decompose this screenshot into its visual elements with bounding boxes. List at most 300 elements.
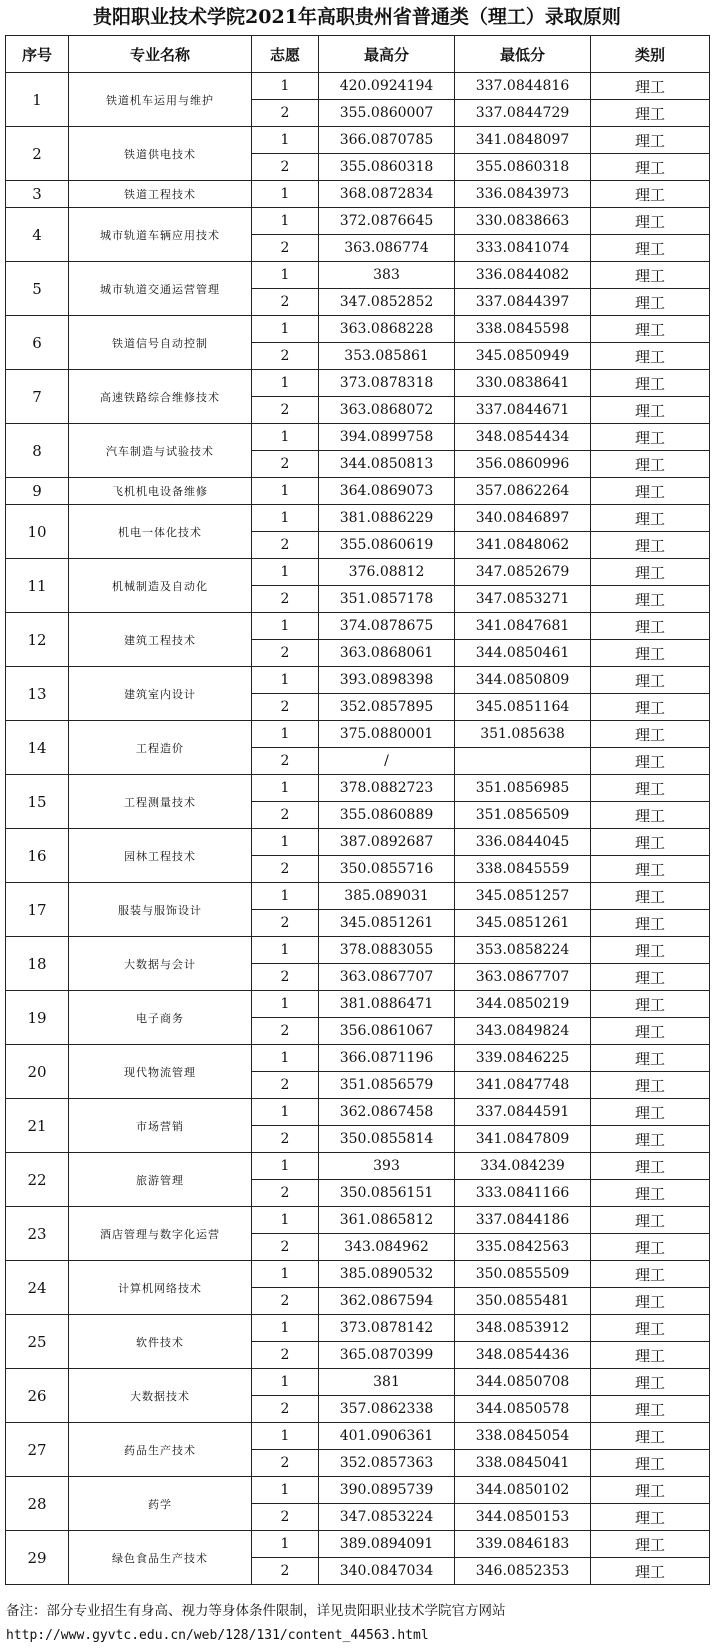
row-category: 理工 xyxy=(591,1558,710,1585)
header-category: 类别 xyxy=(591,36,710,73)
row-max-score: 355.0860619 xyxy=(319,532,455,559)
row-major: 机电一体化技术 xyxy=(69,505,252,559)
row-volunteer: 2 xyxy=(252,1288,319,1315)
row-seq: 15 xyxy=(6,775,69,829)
row-seq: 11 xyxy=(6,559,69,613)
row-major: 工程测量技术 xyxy=(69,775,252,829)
row-seq: 6 xyxy=(6,316,69,370)
row-min-score: 345.0851164 xyxy=(455,694,591,721)
row-volunteer: 2 xyxy=(252,856,319,883)
row-category: 理工 xyxy=(591,73,710,100)
row-category: 理工 xyxy=(591,613,710,640)
row-major: 城市轨道车辆应用技术 xyxy=(69,208,252,262)
row-major: 电子商务 xyxy=(69,991,252,1045)
row-volunteer: 2 xyxy=(252,964,319,991)
row-category: 理工 xyxy=(591,1288,710,1315)
row-max-score: 351.0856579 xyxy=(319,1072,455,1099)
row-max-score: 385.089031 xyxy=(319,883,455,910)
row-max-score: 387.0892687 xyxy=(319,829,455,856)
row-min-score: 355.0860318 xyxy=(455,154,591,181)
row-seq: 5 xyxy=(6,262,69,316)
row-volunteer: 1 xyxy=(252,1045,319,1072)
row-category: 理工 xyxy=(591,532,710,559)
row-min-score: 347.0853271 xyxy=(455,586,591,613)
row-volunteer: 1 xyxy=(252,262,319,289)
row-min-score: 344.0850809 xyxy=(455,667,591,694)
row-volunteer: 1 xyxy=(252,478,319,505)
row-max-score: 401.0906361 xyxy=(319,1423,455,1450)
row-category: 理工 xyxy=(591,559,710,586)
row-category: 理工 xyxy=(591,370,710,397)
row-category: 理工 xyxy=(591,1261,710,1288)
row-max-score: 366.0870785 xyxy=(319,127,455,154)
row-seq: 13 xyxy=(6,667,69,721)
row-volunteer: 1 xyxy=(252,1261,319,1288)
row-max-score: 347.0852852 xyxy=(319,289,455,316)
table-row xyxy=(6,208,710,235)
header-max-score: 最高分 xyxy=(319,36,455,73)
row-category: 理工 xyxy=(591,100,710,127)
row-min-score: 338.0845054 xyxy=(455,1423,591,1450)
row-major: 城市轨道交通运营管理 xyxy=(69,262,252,316)
row-volunteer: 2 xyxy=(252,1126,319,1153)
row-volunteer: 1 xyxy=(252,424,319,451)
row-volunteer: 2 xyxy=(252,1018,319,1045)
table-row xyxy=(6,613,710,640)
table-row xyxy=(6,505,710,532)
row-category: 理工 xyxy=(591,1531,710,1558)
row-volunteer: 2 xyxy=(252,1450,319,1477)
row-volunteer: 1 xyxy=(252,559,319,586)
row-max-score: 364.0869073 xyxy=(319,478,455,505)
row-seq: 29 xyxy=(6,1531,69,1585)
row-volunteer: 1 xyxy=(252,937,319,964)
table-body xyxy=(6,73,710,1585)
header-row xyxy=(6,36,710,73)
row-min-score: 337.0844816 xyxy=(455,73,591,100)
row-seq: 22 xyxy=(6,1153,69,1207)
row-volunteer: 2 xyxy=(252,1234,319,1261)
row-min-score: 333.0841166 xyxy=(455,1180,591,1207)
row-max-score: 394.0899758 xyxy=(319,424,455,451)
row-category: 理工 xyxy=(591,1207,710,1234)
row-min-score: 356.0860996 xyxy=(455,451,591,478)
table-row xyxy=(6,73,710,100)
row-max-score: 373.0878142 xyxy=(319,1315,455,1342)
row-min-score: 338.0845598 xyxy=(455,316,591,343)
row-category: 理工 xyxy=(591,1477,710,1504)
row-volunteer: 1 xyxy=(252,1207,319,1234)
row-category: 理工 xyxy=(591,721,710,748)
row-max-score: 361.0865812 xyxy=(319,1207,455,1234)
row-volunteer: 1 xyxy=(252,505,319,532)
row-major: 市场营销 xyxy=(69,1099,252,1153)
row-major: 铁道信号自动控制 xyxy=(69,316,252,370)
row-max-score: 345.0851261 xyxy=(319,910,455,937)
row-seq: 26 xyxy=(6,1369,69,1423)
row-category: 理工 xyxy=(591,1153,710,1180)
row-volunteer: 1 xyxy=(252,613,319,640)
row-min-score: 336.0843973 xyxy=(455,181,591,208)
row-volunteer: 2 xyxy=(252,586,319,613)
row-min-score: 344.0850219 xyxy=(455,991,591,1018)
row-category: 理工 xyxy=(591,667,710,694)
row-category: 理工 xyxy=(591,316,710,343)
row-category: 理工 xyxy=(591,1342,710,1369)
row-max-score: 343.084962 xyxy=(319,1234,455,1261)
row-volunteer: 2 xyxy=(252,451,319,478)
row-max-score: 373.0878318 xyxy=(319,370,455,397)
header-volunteer: 志愿 xyxy=(252,36,319,73)
row-max-score: 363.0868228 xyxy=(319,316,455,343)
row-volunteer: 2 xyxy=(252,1396,319,1423)
row-max-score: 366.0871196 xyxy=(319,1045,455,1072)
row-seq: 17 xyxy=(6,883,69,937)
row-category: 理工 xyxy=(591,1423,710,1450)
table-row xyxy=(6,1207,710,1234)
row-seq: 28 xyxy=(6,1477,69,1531)
row-category: 理工 xyxy=(591,262,710,289)
row-volunteer: 1 xyxy=(252,991,319,1018)
row-major: 机械制造及自动化 xyxy=(69,559,252,613)
row-volunteer: 1 xyxy=(252,73,319,100)
row-max-score: 340.0847034 xyxy=(319,1558,455,1585)
row-major: 建筑室内设计 xyxy=(69,667,252,721)
row-volunteer: 2 xyxy=(252,802,319,829)
row-category: 理工 xyxy=(591,883,710,910)
row-category: 理工 xyxy=(591,856,710,883)
table-row xyxy=(6,937,710,964)
row-category: 理工 xyxy=(591,1126,710,1153)
row-min-score xyxy=(455,748,591,775)
row-max-score: 393 xyxy=(319,1153,455,1180)
row-min-score: 345.0850949 xyxy=(455,343,591,370)
row-category: 理工 xyxy=(591,1072,710,1099)
row-category: 理工 xyxy=(591,154,710,181)
row-category: 理工 xyxy=(591,829,710,856)
row-seq: 1 xyxy=(6,73,69,127)
row-category: 理工 xyxy=(591,235,710,262)
row-seq: 23 xyxy=(6,1207,69,1261)
row-volunteer: 2 xyxy=(252,100,319,127)
row-min-score: 341.0847681 xyxy=(455,613,591,640)
row-seq: 21 xyxy=(6,1099,69,1153)
row-seq: 14 xyxy=(6,721,69,775)
header-min-score: 最低分 xyxy=(455,36,591,73)
row-min-score: 345.0851261 xyxy=(455,910,591,937)
row-volunteer: 2 xyxy=(252,1180,319,1207)
header-seq: 序号 xyxy=(6,36,69,73)
row-max-score: 376.08812 xyxy=(319,559,455,586)
row-volunteer: 2 xyxy=(252,397,319,424)
table-row xyxy=(6,991,710,1018)
row-major: 铁道供电技术 xyxy=(69,127,252,181)
row-max-score: 365.0870399 xyxy=(319,1342,455,1369)
table-row xyxy=(6,1477,710,1504)
row-volunteer: 2 xyxy=(252,1558,319,1585)
row-min-score: 336.0844082 xyxy=(455,262,591,289)
table-row xyxy=(6,721,710,748)
row-volunteer: 2 xyxy=(252,235,319,262)
row-volunteer: 1 xyxy=(252,1477,319,1504)
row-seq: 10 xyxy=(6,505,69,559)
row-category: 理工 xyxy=(591,586,710,613)
row-category: 理工 xyxy=(591,910,710,937)
row-max-score: 352.0857363 xyxy=(319,1450,455,1477)
row-max-score: 350.0855814 xyxy=(319,1126,455,1153)
row-category: 理工 xyxy=(591,181,710,208)
row-min-score: 334.084239 xyxy=(455,1153,591,1180)
row-min-score: 350.0855481 xyxy=(455,1288,591,1315)
row-major: 高速铁路综合维修技术 xyxy=(69,370,252,424)
row-category: 理工 xyxy=(591,991,710,1018)
row-category: 理工 xyxy=(591,1018,710,1045)
row-category: 理工 xyxy=(591,208,710,235)
row-major: 现代物流管理 xyxy=(69,1045,252,1099)
row-min-score: 353.0858224 xyxy=(455,937,591,964)
row-category: 理工 xyxy=(591,505,710,532)
row-volunteer: 1 xyxy=(252,829,319,856)
row-max-score: 355.0860007 xyxy=(319,100,455,127)
row-category: 理工 xyxy=(591,802,710,829)
row-max-score: 372.0876645 xyxy=(319,208,455,235)
table-row xyxy=(6,1099,710,1126)
row-category: 理工 xyxy=(591,748,710,775)
row-seq: 7 xyxy=(6,370,69,424)
row-max-score: 381.0886471 xyxy=(319,991,455,1018)
row-volunteer: 1 xyxy=(252,1153,319,1180)
row-seq: 19 xyxy=(6,991,69,1045)
row-category: 理工 xyxy=(591,478,710,505)
row-category: 理工 xyxy=(591,1396,710,1423)
table-row xyxy=(6,478,710,505)
row-category: 理工 xyxy=(591,127,710,154)
row-max-score: 393.0898398 xyxy=(319,667,455,694)
row-min-score: 339.0846225 xyxy=(455,1045,591,1072)
row-volunteer: 1 xyxy=(252,316,319,343)
row-volunteer: 2 xyxy=(252,640,319,667)
row-volunteer: 1 xyxy=(252,1099,319,1126)
row-major: 建筑工程技术 xyxy=(69,613,252,667)
table-row xyxy=(6,883,710,910)
row-max-score: / xyxy=(319,748,455,775)
row-min-score: 340.0846897 xyxy=(455,505,591,532)
row-volunteer: 2 xyxy=(252,1504,319,1531)
row-volunteer: 2 xyxy=(252,910,319,937)
row-max-score: 378.0882723 xyxy=(319,775,455,802)
row-major: 铁道工程技术 xyxy=(69,181,252,208)
row-category: 理工 xyxy=(591,937,710,964)
row-seq: 18 xyxy=(6,937,69,991)
row-max-score: 368.0872834 xyxy=(319,181,455,208)
table-row xyxy=(6,1261,710,1288)
table-row xyxy=(6,559,710,586)
table-row xyxy=(6,1045,710,1072)
row-volunteer: 1 xyxy=(252,1531,319,1558)
row-seq: 4 xyxy=(6,208,69,262)
row-min-score: 344.0850578 xyxy=(455,1396,591,1423)
row-max-score: 378.0883055 xyxy=(319,937,455,964)
row-volunteer: 1 xyxy=(252,127,319,154)
row-volunteer: 1 xyxy=(252,775,319,802)
row-major: 大数据技术 xyxy=(69,1369,252,1423)
row-max-score: 381.0886229 xyxy=(319,505,455,532)
row-max-score: 374.0878675 xyxy=(319,613,455,640)
row-category: 理工 xyxy=(591,640,710,667)
row-major: 园林工程技术 xyxy=(69,829,252,883)
row-max-score: 355.0860889 xyxy=(319,802,455,829)
row-min-score: 343.0849824 xyxy=(455,1018,591,1045)
row-category: 理工 xyxy=(591,1045,710,1072)
row-max-score: 347.0853224 xyxy=(319,1504,455,1531)
row-category: 理工 xyxy=(591,1315,710,1342)
row-volunteer: 2 xyxy=(252,343,319,370)
row-max-score: 363.0868072 xyxy=(319,397,455,424)
row-category: 理工 xyxy=(591,289,710,316)
row-min-score: 333.0841074 xyxy=(455,235,591,262)
row-seq: 20 xyxy=(6,1045,69,1099)
row-seq: 16 xyxy=(6,829,69,883)
table-row xyxy=(6,370,710,397)
row-category: 理工 xyxy=(591,424,710,451)
row-min-score: 341.0848062 xyxy=(455,532,591,559)
row-max-score: 353.085861 xyxy=(319,343,455,370)
row-volunteer: 1 xyxy=(252,370,319,397)
row-min-score: 337.0844186 xyxy=(455,1207,591,1234)
row-min-score: 337.0844397 xyxy=(455,289,591,316)
row-volunteer: 2 xyxy=(252,748,319,775)
row-max-score: 351.0857178 xyxy=(319,586,455,613)
row-volunteer: 2 xyxy=(252,1072,319,1099)
row-min-score: 341.0848097 xyxy=(455,127,591,154)
row-volunteer: 2 xyxy=(252,1342,319,1369)
row-seq: 2 xyxy=(6,127,69,181)
row-min-score: 337.0844729 xyxy=(455,100,591,127)
row-category: 理工 xyxy=(591,451,710,478)
row-max-score: 350.0856151 xyxy=(319,1180,455,1207)
row-max-score: 363.086774 xyxy=(319,235,455,262)
row-min-score: 363.0867707 xyxy=(455,964,591,991)
table-row xyxy=(6,1369,710,1396)
row-min-score: 348.0854436 xyxy=(455,1342,591,1369)
row-max-score: 389.0894091 xyxy=(319,1531,455,1558)
row-major: 药品生产技术 xyxy=(69,1423,252,1477)
row-min-score: 351.085638 xyxy=(455,721,591,748)
row-min-score: 344.0850708 xyxy=(455,1369,591,1396)
row-category: 理工 xyxy=(591,1450,710,1477)
table-row xyxy=(6,262,710,289)
row-min-score: 335.0842563 xyxy=(455,1234,591,1261)
row-min-score: 344.0850461 xyxy=(455,640,591,667)
row-max-score: 385.0890532 xyxy=(319,1261,455,1288)
row-category: 理工 xyxy=(591,397,710,424)
table-row xyxy=(6,1423,710,1450)
row-min-score: 344.0850153 xyxy=(455,1504,591,1531)
row-major: 旅游管理 xyxy=(69,1153,252,1207)
header-major: 专业名称 xyxy=(69,36,252,73)
table-row xyxy=(6,667,710,694)
row-seq: 24 xyxy=(6,1261,69,1315)
row-min-score: 348.0854434 xyxy=(455,424,591,451)
row-major: 汽车制造与试验技术 xyxy=(69,424,252,478)
row-max-score: 383 xyxy=(319,262,455,289)
row-max-score: 363.0867707 xyxy=(319,964,455,991)
row-max-score: 356.0861067 xyxy=(319,1018,455,1045)
row-max-score: 375.0880001 xyxy=(319,721,455,748)
row-max-score: 355.0860318 xyxy=(319,154,455,181)
row-min-score: 348.0853912 xyxy=(455,1315,591,1342)
row-max-score: 420.0924194 xyxy=(319,73,455,100)
row-min-score: 338.0845559 xyxy=(455,856,591,883)
row-category: 理工 xyxy=(591,775,710,802)
row-volunteer: 2 xyxy=(252,289,319,316)
row-major: 药学 xyxy=(69,1477,252,1531)
row-volunteer: 1 xyxy=(252,883,319,910)
row-seq: 25 xyxy=(6,1315,69,1369)
row-min-score: 330.0838641 xyxy=(455,370,591,397)
table-row xyxy=(6,1153,710,1180)
row-category: 理工 xyxy=(591,343,710,370)
row-min-score: 341.0847809 xyxy=(455,1126,591,1153)
row-seq: 8 xyxy=(6,424,69,478)
row-min-score: 337.0844591 xyxy=(455,1099,591,1126)
row-max-score: 350.0855716 xyxy=(319,856,455,883)
row-major: 工程造价 xyxy=(69,721,252,775)
row-min-score: 351.0856985 xyxy=(455,775,591,802)
row-max-score: 362.0867458 xyxy=(319,1099,455,1126)
table-row xyxy=(6,127,710,154)
row-min-score: 337.0844671 xyxy=(455,397,591,424)
row-volunteer: 1 xyxy=(252,1423,319,1450)
row-major: 铁道机车运用与维护 xyxy=(69,73,252,127)
table-row xyxy=(6,829,710,856)
row-volunteer: 2 xyxy=(252,532,319,559)
row-volunteer: 1 xyxy=(252,1315,319,1342)
footnote: 备注：部分专业招生有身高、视力等身体条件限制，详见贵阳职业技术学院官方网站 xyxy=(6,1603,506,1619)
row-category: 理工 xyxy=(591,1504,710,1531)
admission-table xyxy=(5,35,710,1585)
source-url: http://www.gyvtc.edu.cn/web/128/131/content_44563.html xyxy=(6,1628,429,1643)
row-max-score: 352.0857895 xyxy=(319,694,455,721)
row-seq: 9 xyxy=(6,478,69,505)
row-major: 服装与服饰设计 xyxy=(69,883,252,937)
row-min-score: 347.0852679 xyxy=(455,559,591,586)
row-category: 理工 xyxy=(591,694,710,721)
row-min-score: 350.0855509 xyxy=(455,1261,591,1288)
row-major: 大数据与会计 xyxy=(69,937,252,991)
row-min-score: 339.0846183 xyxy=(455,1531,591,1558)
row-seq: 12 xyxy=(6,613,69,667)
row-volunteer: 1 xyxy=(252,667,319,694)
table-row xyxy=(6,316,710,343)
row-category: 理工 xyxy=(591,1234,710,1261)
table-row xyxy=(6,181,710,208)
table-row xyxy=(6,1315,710,1342)
row-min-score: 351.0856509 xyxy=(455,802,591,829)
row-max-score: 344.0850813 xyxy=(319,451,455,478)
row-min-score: 341.0847748 xyxy=(455,1072,591,1099)
row-volunteer: 2 xyxy=(252,154,319,181)
row-min-score: 345.0851257 xyxy=(455,883,591,910)
row-min-score: 344.0850102 xyxy=(455,1477,591,1504)
row-volunteer: 1 xyxy=(252,181,319,208)
table-row xyxy=(6,775,710,802)
row-max-score: 357.0862338 xyxy=(319,1396,455,1423)
table-row xyxy=(6,1531,710,1558)
row-min-score: 338.0845041 xyxy=(455,1450,591,1477)
row-category: 理工 xyxy=(591,1369,710,1396)
row-volunteer: 1 xyxy=(252,721,319,748)
